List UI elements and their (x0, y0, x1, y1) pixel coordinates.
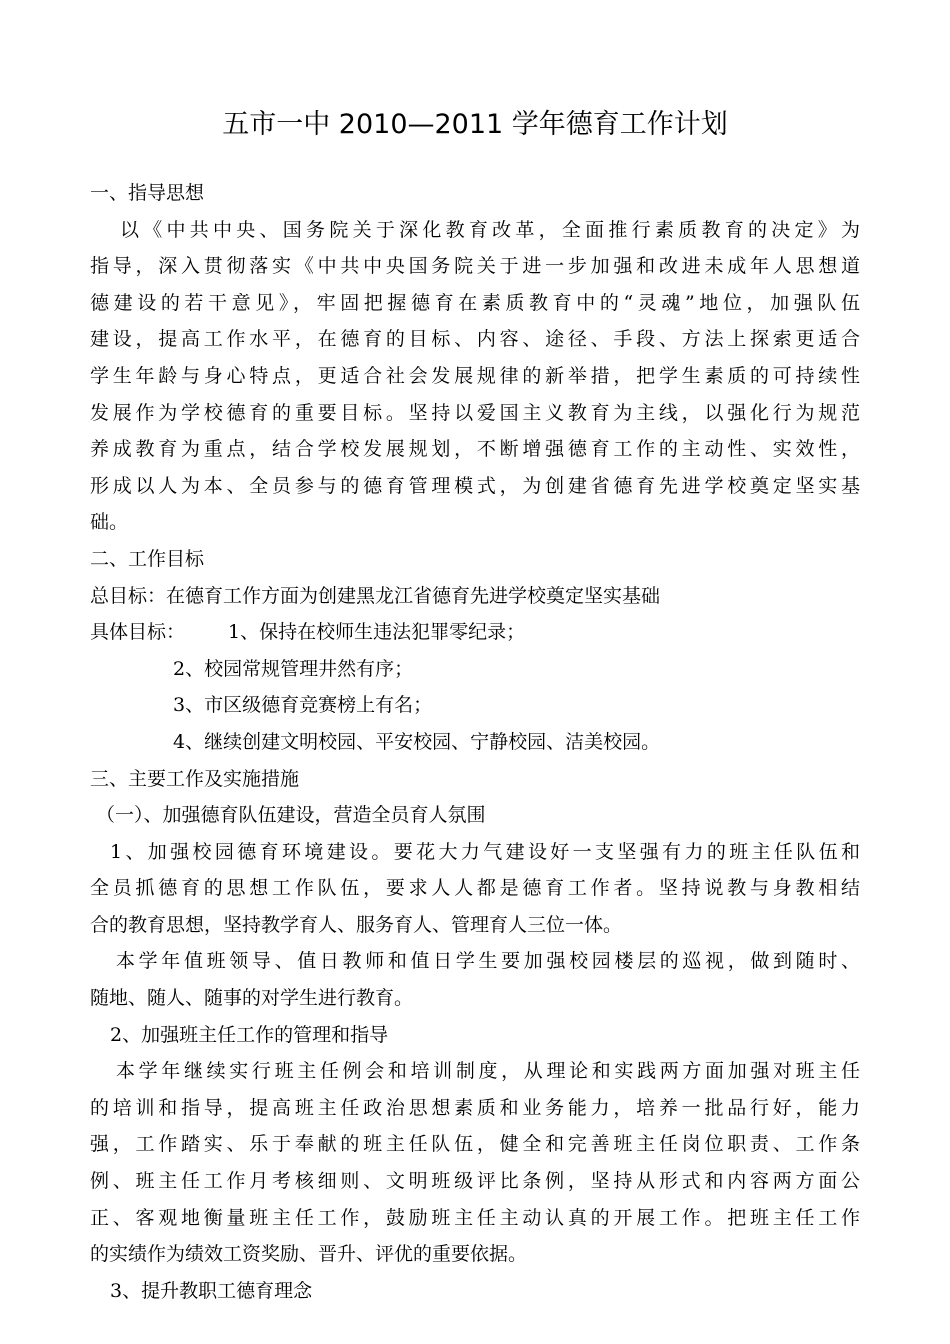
goal-item: 1、保持在校师生违法犯罪零纪录； (228, 621, 526, 644)
subsection-heading: （一）、加强德育队伍建设，营造全员育人氛围 (96, 804, 486, 827)
paragraph-line: 随地、随人、随事的对学生进行教育。 (90, 987, 414, 1010)
paragraph-line: 指导，深入贯彻落实《中共中央国务院关于进一步加强和改进未成年人思想道 (90, 255, 860, 278)
paragraph-line: 础。 (90, 511, 129, 534)
section-heading-work-goals: 二、工作目标 (90, 547, 205, 570)
item-heading: 2、加强班主任工作的管理和指导 (110, 1023, 389, 1046)
paragraph-line: 学生年龄与身心特点，更适合社会发展规律的新举措，把学生素质的可持续性 (90, 364, 860, 387)
paragraph-line: 本学年值班领导、值日教师和值日学生要加强校园楼层的巡视，做到随时、 (116, 950, 860, 973)
goal-item: 3、市区级德育竞赛榜上有名； (173, 694, 433, 717)
item-heading: 3、提升教职工德育理念 (110, 1279, 313, 1302)
specific-goal-label: 具体目标： (90, 621, 186, 644)
paragraph-line: 德建设的若干意见》，牢固把握德育在素质教育中的“灵魂”地位，加强队伍 (90, 291, 860, 314)
paragraph-line: 强，工作踏实、乐于奉献的班主任队伍，健全和完善班主任岗位职责、工作条 (90, 1133, 860, 1156)
paragraph-line: 例、班主任工作月考核细则、文明班级评比条例，坚持从形式和内容两方面公 (90, 1170, 860, 1193)
goal-item: 2、校园常规管理井然有序； (173, 657, 414, 680)
overall-goal: 总目标：在德育工作方面为创建黑龙江省德育先进学校奠定坚实基础 (90, 584, 661, 607)
paragraph-line: 的培训和指导，提高班主任政治思想素质和业务能力，培养一批品行好，能力 (90, 1096, 860, 1119)
paragraph-line: 以《中共中央、国务院关于深化教育改革，全面推行素质教育的决定》为 (120, 218, 860, 241)
specific-goal-row (90, 614, 860, 651)
paragraph-line: 全员抓德育的思想工作队伍，要求人人都是德育工作者。坚持说教与身教相结 (90, 877, 860, 900)
paragraph-line: 发展作为学校德育的重要目标。坚持以爱国主义教育为主线，以强化行为规范 (90, 401, 860, 424)
section-heading-guiding-thought: 一、指导思想 (90, 182, 205, 204)
paragraph-line: 正、客观地衡量班主任工作，鼓励班主任主动认真的开展工作。把班主任工作 (90, 1206, 860, 1229)
goal-item: 4、继续创建文明校园、平安校园、宁静校园、洁美校园。 (173, 730, 661, 753)
paragraph-line: 1、加强校园德育环境建设。要花大力气建设好一支坚强有力的班主任队伍和 (110, 840, 860, 863)
paragraph-line: 合的教育思想，坚持教学育人、服务育人、管理育人三位一体。 (90, 913, 623, 936)
paragraph-line: 形成以人为本、全员参与的德育管理模式，为创建省德育先进学校奠定坚实基 (90, 474, 860, 497)
document-body (90, 175, 860, 1309)
paragraph-line: 养成教育为重点，结合学校发展规划，不断增强德育工作的主动性、实效性， (90, 438, 860, 461)
paragraph-line: 的实绩作为绩效工资奖励、晋升、评优的重要依据。 (90, 1243, 528, 1266)
section-heading-main-work: 三、主要工作及实施措施 (90, 767, 300, 790)
paragraph-line: 建设，提高工作水平，在德育的目标、内容、途径、手段、方法上探索更适合 (90, 328, 860, 351)
paragraph-line: 本学年继续实行班主任例会和培训制度，从理论和实践两方面加强对班主任 (116, 1060, 860, 1083)
document-title: 五市一中 2010—2011 学年德育工作计划 (222, 109, 728, 140)
